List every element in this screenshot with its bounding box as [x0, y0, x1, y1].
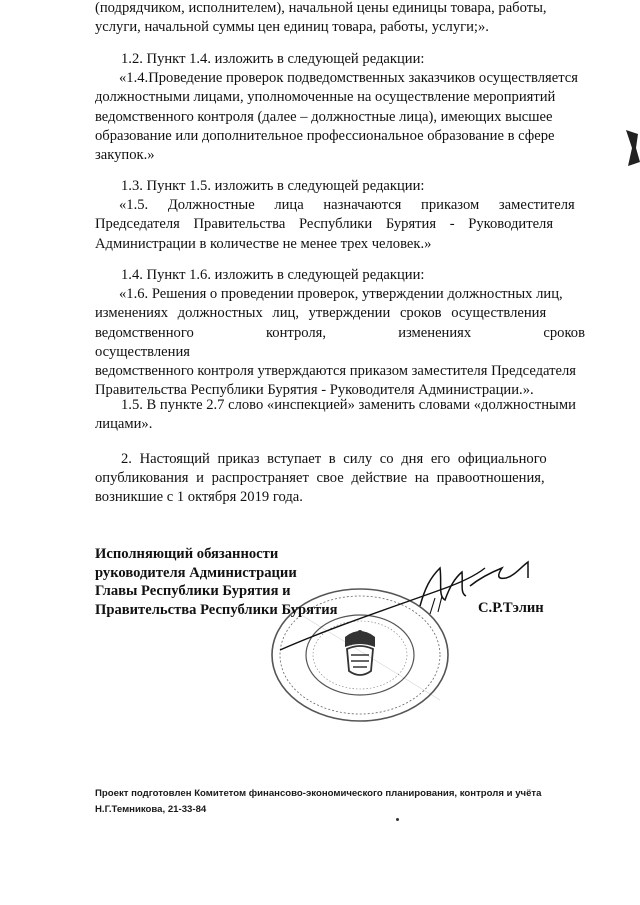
text-line: 2. Настоящий приказ вступает в силу со дня его официального [121, 451, 547, 467]
text-line: «1.6. Решения о проведении проверок, утверждении должностных лиц, [119, 286, 563, 303]
text-line: лицами». [95, 416, 153, 433]
text-line: «1.5. Должностные лица назначаются приказом заместителя [119, 197, 575, 214]
section-1-3 [95, 177, 585, 254]
text-line: закупок.» [95, 147, 155, 164]
text-line: ведомственного контроля, изменениях сроков осуществления [95, 324, 585, 360]
text-line: Председателя Правительства Республики Бурятия - Руководителя [95, 216, 554, 233]
section-1-4 [95, 266, 585, 400]
text-line: ведомственного контроля (далее – должностные лица), имеющих высшее [95, 108, 553, 125]
footer-line: Н.Г.Темникова, 21-33-84 [95, 804, 207, 815]
text-line: опубликования и распространяет свое действие на правоотношения, [95, 470, 545, 487]
section-1-5 [95, 396, 585, 434]
text-line: ведомственного контроля утверждаются приказом заместителя Председателя [95, 363, 576, 380]
text-line: услуги, начальной суммы цен единиц товара, работы, услуги;». [95, 19, 489, 36]
text-line: должностными лицами, уполномоченные на осуществление мероприятий [95, 89, 556, 106]
signatory-block [95, 545, 338, 619]
text-line: изменениях должностных лиц, утверждении сроков осуществления [95, 305, 547, 322]
section-heading: 1.3. Пункт 1.5. изложить в следующей редакции: [121, 178, 425, 194]
signatory-line: Главы Республики Бурятия и [95, 583, 291, 599]
signatory-line: Исполняющий обязанности [95, 546, 279, 562]
signatory-line: руководителя Администрации [95, 564, 297, 581]
text-line: «1.4.Проведение проверок подведомственных заказчиков осуществляется [119, 70, 578, 87]
signer-name: С.Р.Тэлин [478, 600, 544, 616]
section-2 [95, 450, 585, 508]
top-paragraph-tail [95, 0, 585, 37]
text-line: Правительства Республики Бурятия - Руководителя Администрации.». [95, 382, 534, 399]
signatory-line: Правительства Республики Бурятия [95, 601, 338, 618]
text-line: (подрядчиком, исполнителем), начальной цены единицы товара, работы, [95, 0, 547, 16]
text-line: Администрации в количестве не менее трех человек.» [95, 235, 432, 252]
text-line: образование или дополнительное профессиональное образование в сфере [95, 127, 555, 144]
text-line: возникшие с 1 октября 2019 года. [95, 489, 303, 506]
text-line: 1.5. В пункте 2.7 слово «инспекцией» заменить словами «должностными [121, 397, 576, 413]
section-heading: 1.4. Пункт 1.6. изложить в следующей редакции: [121, 267, 425, 283]
section-heading: 1.2. Пункт 1.4. изложить в следующей редакции: [121, 51, 425, 67]
section-1-2 [95, 50, 585, 165]
scan-speck [396, 818, 399, 821]
scan-edge-mark [620, 128, 640, 168]
footer-note [95, 786, 585, 818]
footer-line: Проект подготовлен Комитетом финансово-экономического планирования, контроля и учёта [95, 788, 542, 799]
